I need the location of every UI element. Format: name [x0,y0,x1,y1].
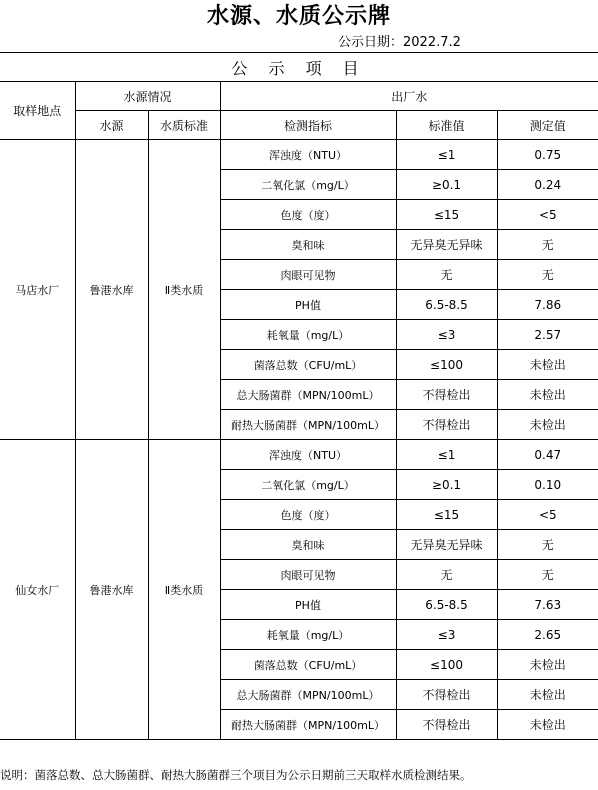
measured-value-cell: 7.86 [497,290,598,320]
plant-name: 马店水厂 [0,140,75,440]
header-row-2 [0,111,598,140]
plant-name: 仙女水厂 [0,440,75,740]
measured-value-cell: 未检出 [497,650,598,680]
measured-value-cell: 2.65 [497,620,598,650]
header-indicator: 检测指标 [220,111,396,140]
indicator-cell: 色度（度） [220,200,396,230]
indicator-cell: 浑浊度（NTU） [220,140,396,170]
indicator-cell: 菌落总数（CFU/mL） [220,650,396,680]
indicator-cell: 二氧化氯（mg/L） [220,470,396,500]
standard-value-cell: 不得检出 [396,410,497,440]
indicator-cell: 耗氧量（mg/L） [220,620,396,650]
measured-value-cell: 7.63 [497,590,598,620]
standard-value-cell: ≤100 [396,650,497,680]
standard-value-cell: ≥0.1 [396,470,497,500]
measured-value-cell: 未检出 [497,350,598,380]
measured-value-cell: 0.24 [497,170,598,200]
standard-value-cell: ≤100 [396,350,497,380]
indicator-cell: 耐热大肠菌群（MPN/100mL） [220,410,396,440]
measured-value-cell: 无 [497,530,598,560]
standard-value-cell: ≤15 [396,500,497,530]
table-row [0,140,598,170]
header-site: 取样地点 [0,82,75,140]
indicator-cell: 肉眼可见物 [220,560,396,590]
measured-value-cell: 2.57 [497,320,598,350]
water-quality-class: Ⅱ类水质 [148,140,220,440]
indicator-cell: 浑浊度（NTU） [220,440,396,470]
header-quality-standard: 水质标准 [148,111,220,140]
header-source-info: 水源情况 [75,82,220,111]
measured-value-cell: <5 [497,500,598,530]
measured-value-cell: 0.75 [497,140,598,170]
indicator-cell: 菌落总数（CFU/mL） [220,350,396,380]
indicator-cell: 肉眼可见物 [220,260,396,290]
publish-date: 公示日期：2022.7.2 [338,35,461,50]
page-title: 水源、水质公示牌 [206,4,391,29]
measured-value-cell: 无 [497,260,598,290]
standard-value-cell: ≤1 [396,440,497,470]
header-outlet-water: 出厂水 [220,82,598,111]
water-quality-class: Ⅱ类水质 [148,440,220,740]
banner-title: 公 示 项 目 [0,53,598,82]
measured-value-cell: 未检出 [497,410,598,440]
header-measured-value: 测定值 [497,111,598,140]
measured-value-cell: 未检出 [497,710,598,740]
standard-value-cell: 无异臭无异味 [396,530,497,560]
standard-value-cell: ≤15 [396,200,497,230]
header-row-1 [0,82,598,111]
indicator-cell: PH值 [220,290,396,320]
standard-value-cell: 无 [396,560,497,590]
standard-value-cell: ≤3 [396,320,497,350]
measured-value-cell: 无 [497,230,598,260]
standard-value-cell: 6.5-8.5 [396,590,497,620]
measured-value-cell: 无 [497,560,598,590]
indicator-cell: 总大肠菌群（MPN/100mL） [220,680,396,710]
standard-value-cell: 6.5-8.5 [396,290,497,320]
standard-value-cell: 不得检出 [396,380,497,410]
indicator-cell: PH值 [220,590,396,620]
standard-value-cell: 无异臭无异味 [396,230,497,260]
standard-value-cell: ≥0.1 [396,170,497,200]
measured-value-cell: 0.10 [497,470,598,500]
standard-value-cell: 不得检出 [396,710,497,740]
indicator-cell: 耗氧量（mg/L） [220,320,396,350]
water-source: 鲁港水库 [75,440,148,740]
indicator-cell: 耐热大肠菌群（MPN/100mL） [220,710,396,740]
standard-value-cell: 无 [396,260,497,290]
measured-value-cell: <5 [497,200,598,230]
indicator-cell: 臭和味 [220,230,396,260]
water-quality-table [0,52,598,740]
indicator-cell: 二氧化氯（mg/L） [220,170,396,200]
header-source: 水源 [75,111,148,140]
water-source: 鲁港水库 [75,140,148,440]
table-row [0,440,598,470]
header-standard-value: 标准值 [396,111,497,140]
measured-value-cell: 未检出 [497,380,598,410]
standard-value-cell: 不得检出 [396,680,497,710]
indicator-cell: 总大肠菌群（MPN/100mL） [220,380,396,410]
measured-value-cell: 0.47 [497,440,598,470]
standard-value-cell: ≤1 [396,140,497,170]
indicator-cell: 色度（度） [220,500,396,530]
measured-value-cell: 未检出 [497,680,598,710]
footnote: 说明：菌落总数、总大肠菌群、耐热大肠菌群三个项目为公示日期前三天取样水质检测结果。 [0,768,472,782]
standard-value-cell: ≤3 [396,620,497,650]
banner-row [0,53,598,82]
indicator-cell: 臭和味 [220,530,396,560]
